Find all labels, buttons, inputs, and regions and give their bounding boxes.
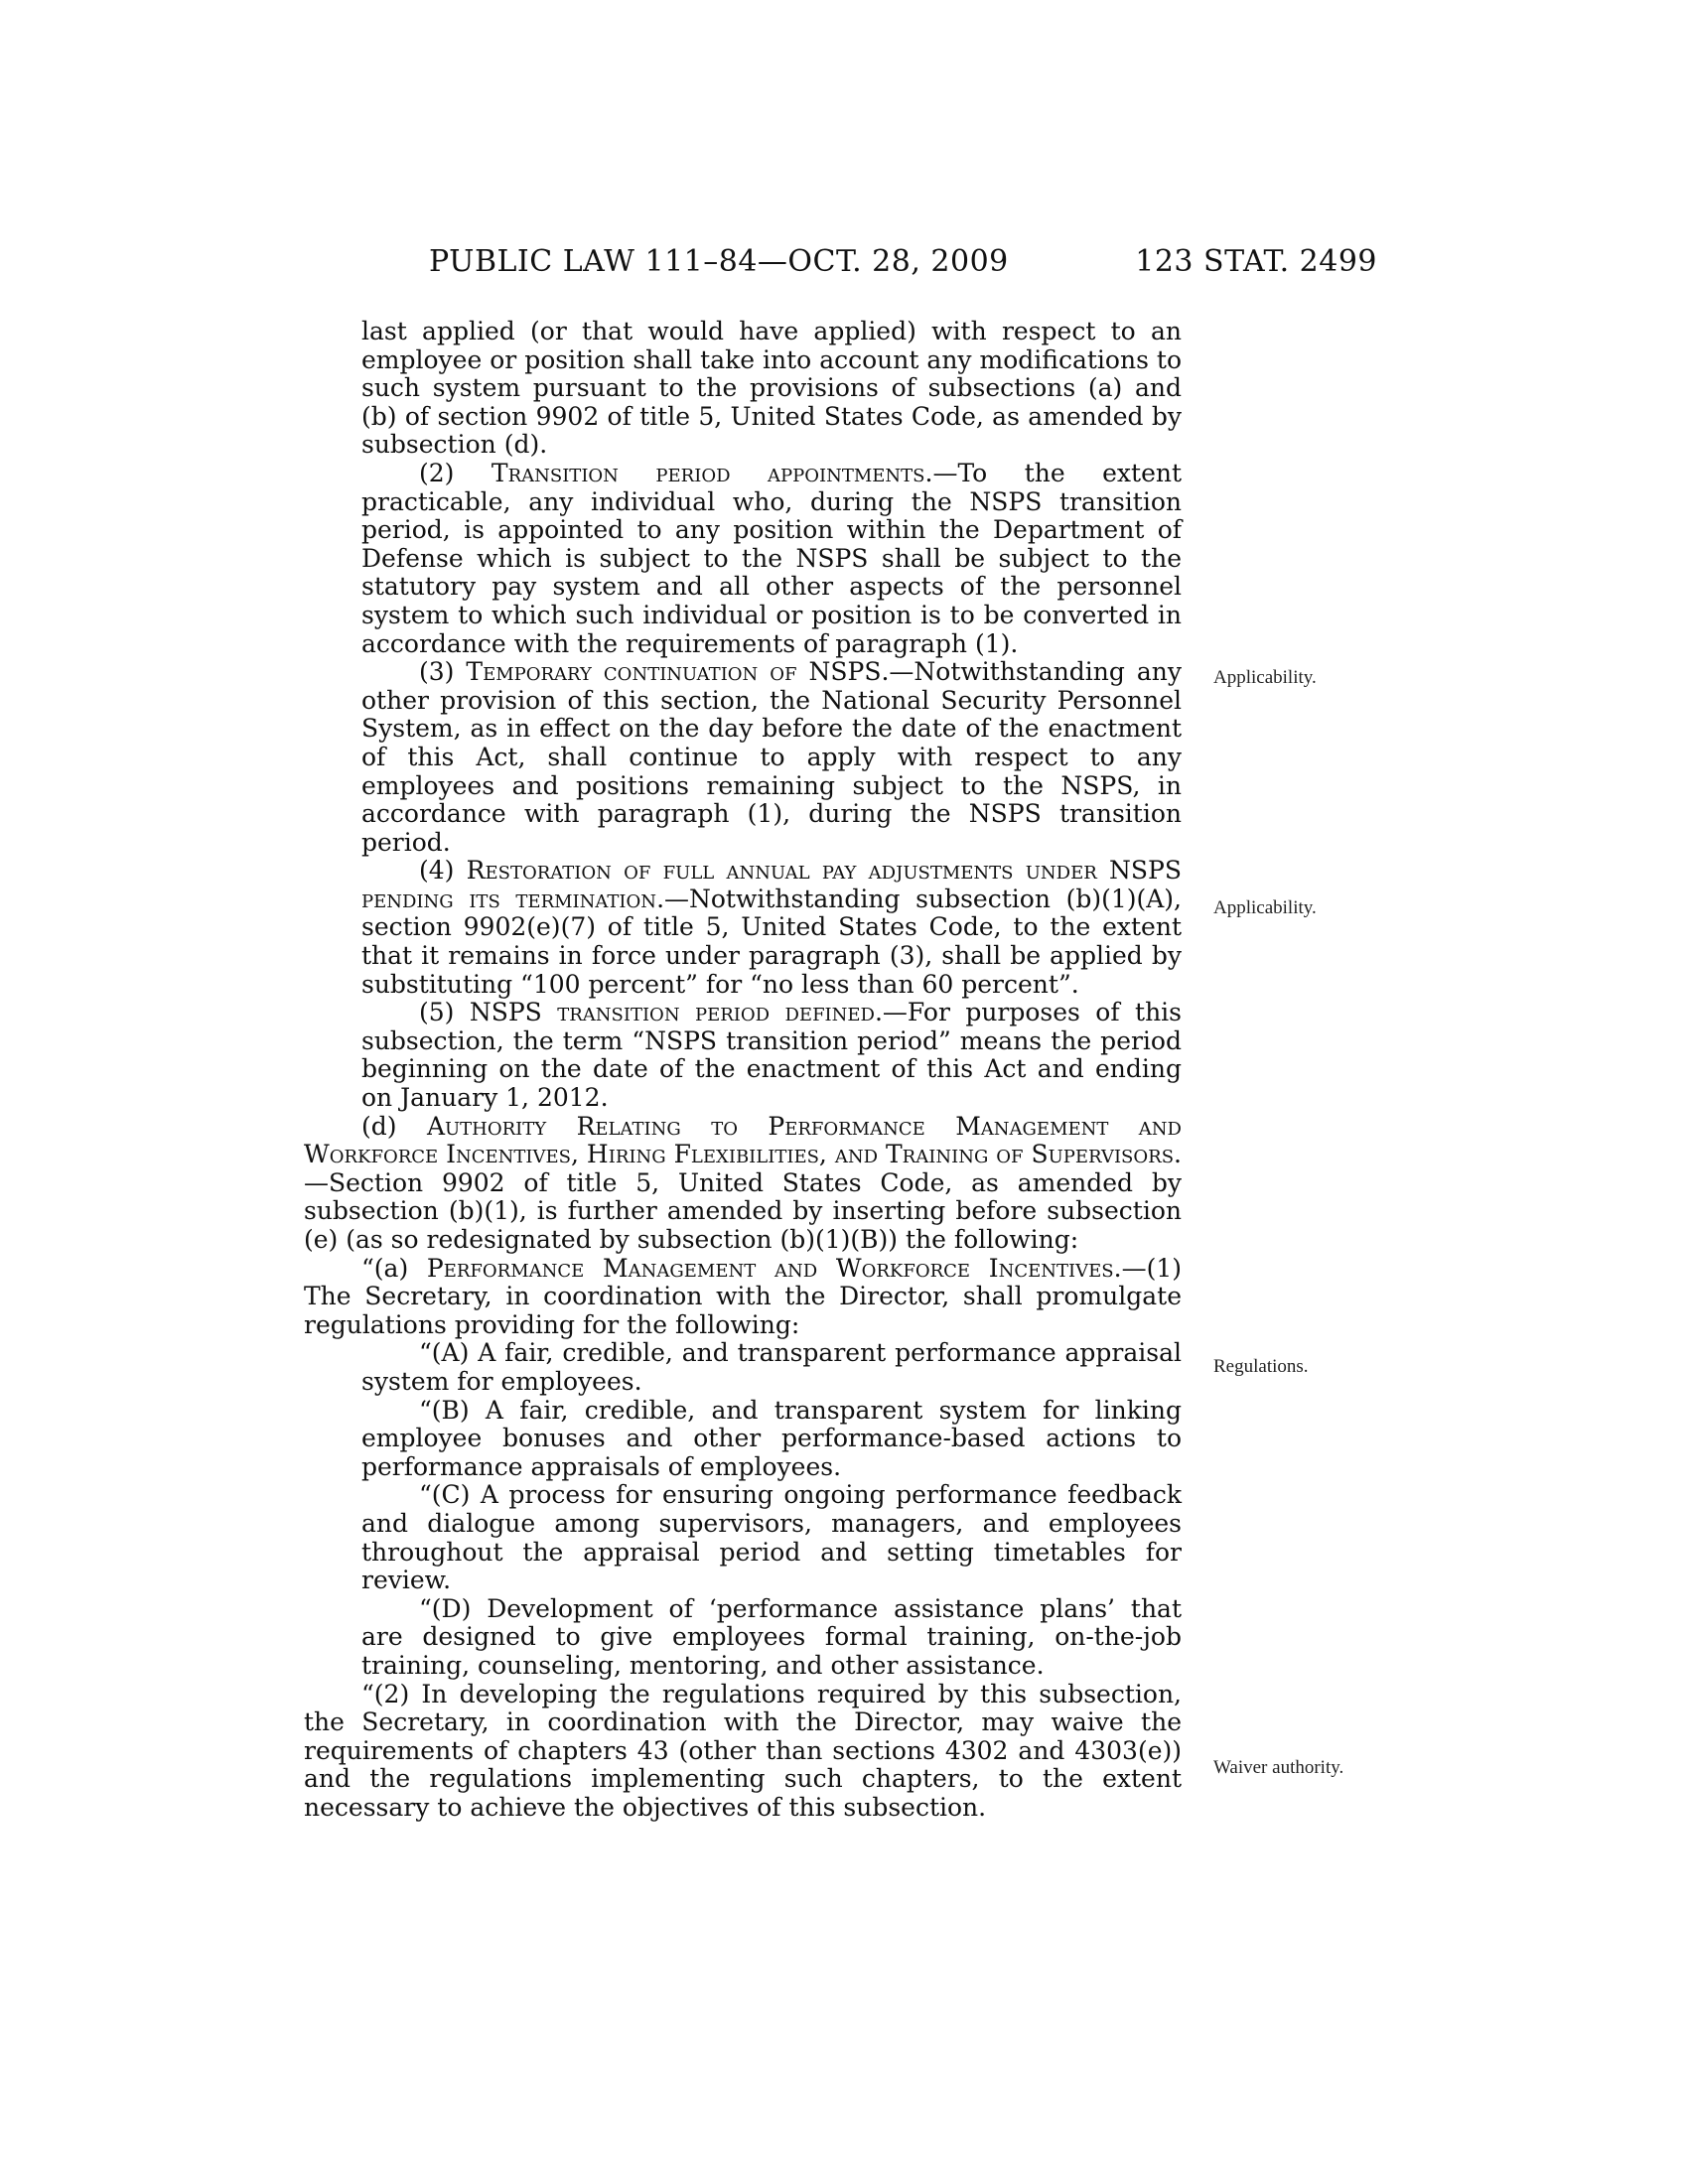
paragraph-text: .—Notwithstanding subsection (b)(1)(A), section 9902(e)(7) of title 5, United States Code, to the extent that it remains in force under paragraph (3), shall be applied by substituting “100 percent” for “no less than 60 percent”. bbox=[361, 884, 1183, 999]
paragraph-text: .—For purposes of this subsection, the term “NSPS transition period” means the period beginning on the date of the enactment of this Act and ending on January 1, 2012. bbox=[361, 998, 1182, 1113]
paragraph-text: .—Notwithstanding any other provision of this section, the National Security Personnel System, as in effect on the day before the date of the enactment of this Act, shall continue to apply with respect to any employees and positions remaining subject to the NSPS, in accordance with paragraph (1), during the NSPS transition period. bbox=[361, 657, 1183, 857]
paragraph-5 bbox=[304, 999, 1182, 1112]
subsection-number: (d) bbox=[361, 1111, 427, 1141]
paragraph-heading: NSPS transition period defined bbox=[469, 998, 875, 1027]
running-head: PUBLIC LAW 111–84—OCT. 28, 2009 bbox=[429, 244, 1009, 279]
page-header bbox=[0, 244, 1688, 284]
paragraph-heading: Temporary continuation of NSPS bbox=[466, 657, 882, 687]
subsection-d bbox=[304, 1113, 1182, 1255]
subsection-number: “(a) bbox=[361, 1253, 427, 1283]
paragraph-text: .—To the extent practicable, any individual who, during the NSPS transition period, is appointed to any position within the Department of Defense which is subject to the NSPS shall be subject to the statutory pay system and all other aspects of the personnel system to which such individual or position is to be converted in accordance with the requirements of paragraph (1). bbox=[361, 458, 1183, 658]
statute-citation: 123 STAT. 2499 bbox=[1135, 244, 1377, 279]
paragraph-3 bbox=[304, 658, 1182, 857]
continued-paragraph: last applied (or that would have applied) with respect to an employee or position shall take into account any modifications to such system pursuant to the provisions of subsections (a) and (b) of section 9902 of title 5, United States Code, as amended by subsection (d). bbox=[361, 317, 1182, 460]
subparagraph-c: “(C) A process for ensuring ongoing performance feedback and dialogue among supervisors, managers, and employees throughout the appraisal period and setting timetables for review. bbox=[361, 1480, 1182, 1595]
subsection-text: .—Section 9902 of title 5, United States Code, as amended by subsection (b)(1), is further amended by inserting before subsection (e) (as so redesignated by subsection (b)(1)(B)) the following: bbox=[304, 1140, 1182, 1254]
subparagraph-d: “(D) Development of ‘performance assistance plans’ that are designed to give employees formal training, on-the-job training, counseling, mentoring, and other assistance. bbox=[361, 1593, 1182, 1680]
paragraph-4 bbox=[304, 857, 1182, 999]
paragraph-2-waiver: “(2) In developing the regulations required by this subsection, the Secretary, in coordination with the Director, may waive the requirements of chapters 43 (other than sections 4302 and 4303(e)) and the regulations implementing such chapters, to the extent necessary to achieve the objectives of this subsection. bbox=[304, 1679, 1182, 1822]
margin-note-applicability: Applicability. bbox=[1213, 667, 1317, 688]
paragraph-number: (4) bbox=[419, 856, 467, 886]
paragraph-number: (2) bbox=[419, 458, 492, 487]
margin-note-applicability: Applicability. bbox=[1213, 897, 1317, 918]
subparagraph-a: “(A) A fair, credible, and transparent performance appraisal system for employees. bbox=[361, 1338, 1182, 1396]
paragraph-number: (3) bbox=[419, 657, 467, 687]
subparagraph-b: “(B) A fair, credible, and transparent system for linking employee bonuses and other performance-based actions to performance appraisals of employees. bbox=[361, 1395, 1182, 1481]
subsection-heading: Performance Management and Workforce Incentives bbox=[426, 1253, 1114, 1283]
subsection-text: .—(1) The Secretary, in coordination with the Director, shall promulgate regulations providing for the following: bbox=[304, 1253, 1182, 1339]
inserted-subsection-a bbox=[304, 1255, 1182, 1340]
subsection-heading: Authority Relating to Performance Management and Workforce Incentives, Hiring Flexibilities, and Training of Supervisors bbox=[304, 1111, 1182, 1169]
margin-note-regulations: Regulations. bbox=[1213, 1356, 1309, 1377]
paragraph-heading: Restoration of full annual pay adjustments under NSPS pending its termination bbox=[361, 856, 1183, 913]
paragraph-2 bbox=[304, 460, 1182, 658]
statute-body bbox=[304, 318, 1182, 1822]
margin-note-waiver-authority: Waiver authority. bbox=[1213, 1757, 1344, 1778]
paragraph-number: (5) bbox=[419, 998, 470, 1027]
paragraph-heading: Transition period appointments bbox=[491, 458, 925, 487]
